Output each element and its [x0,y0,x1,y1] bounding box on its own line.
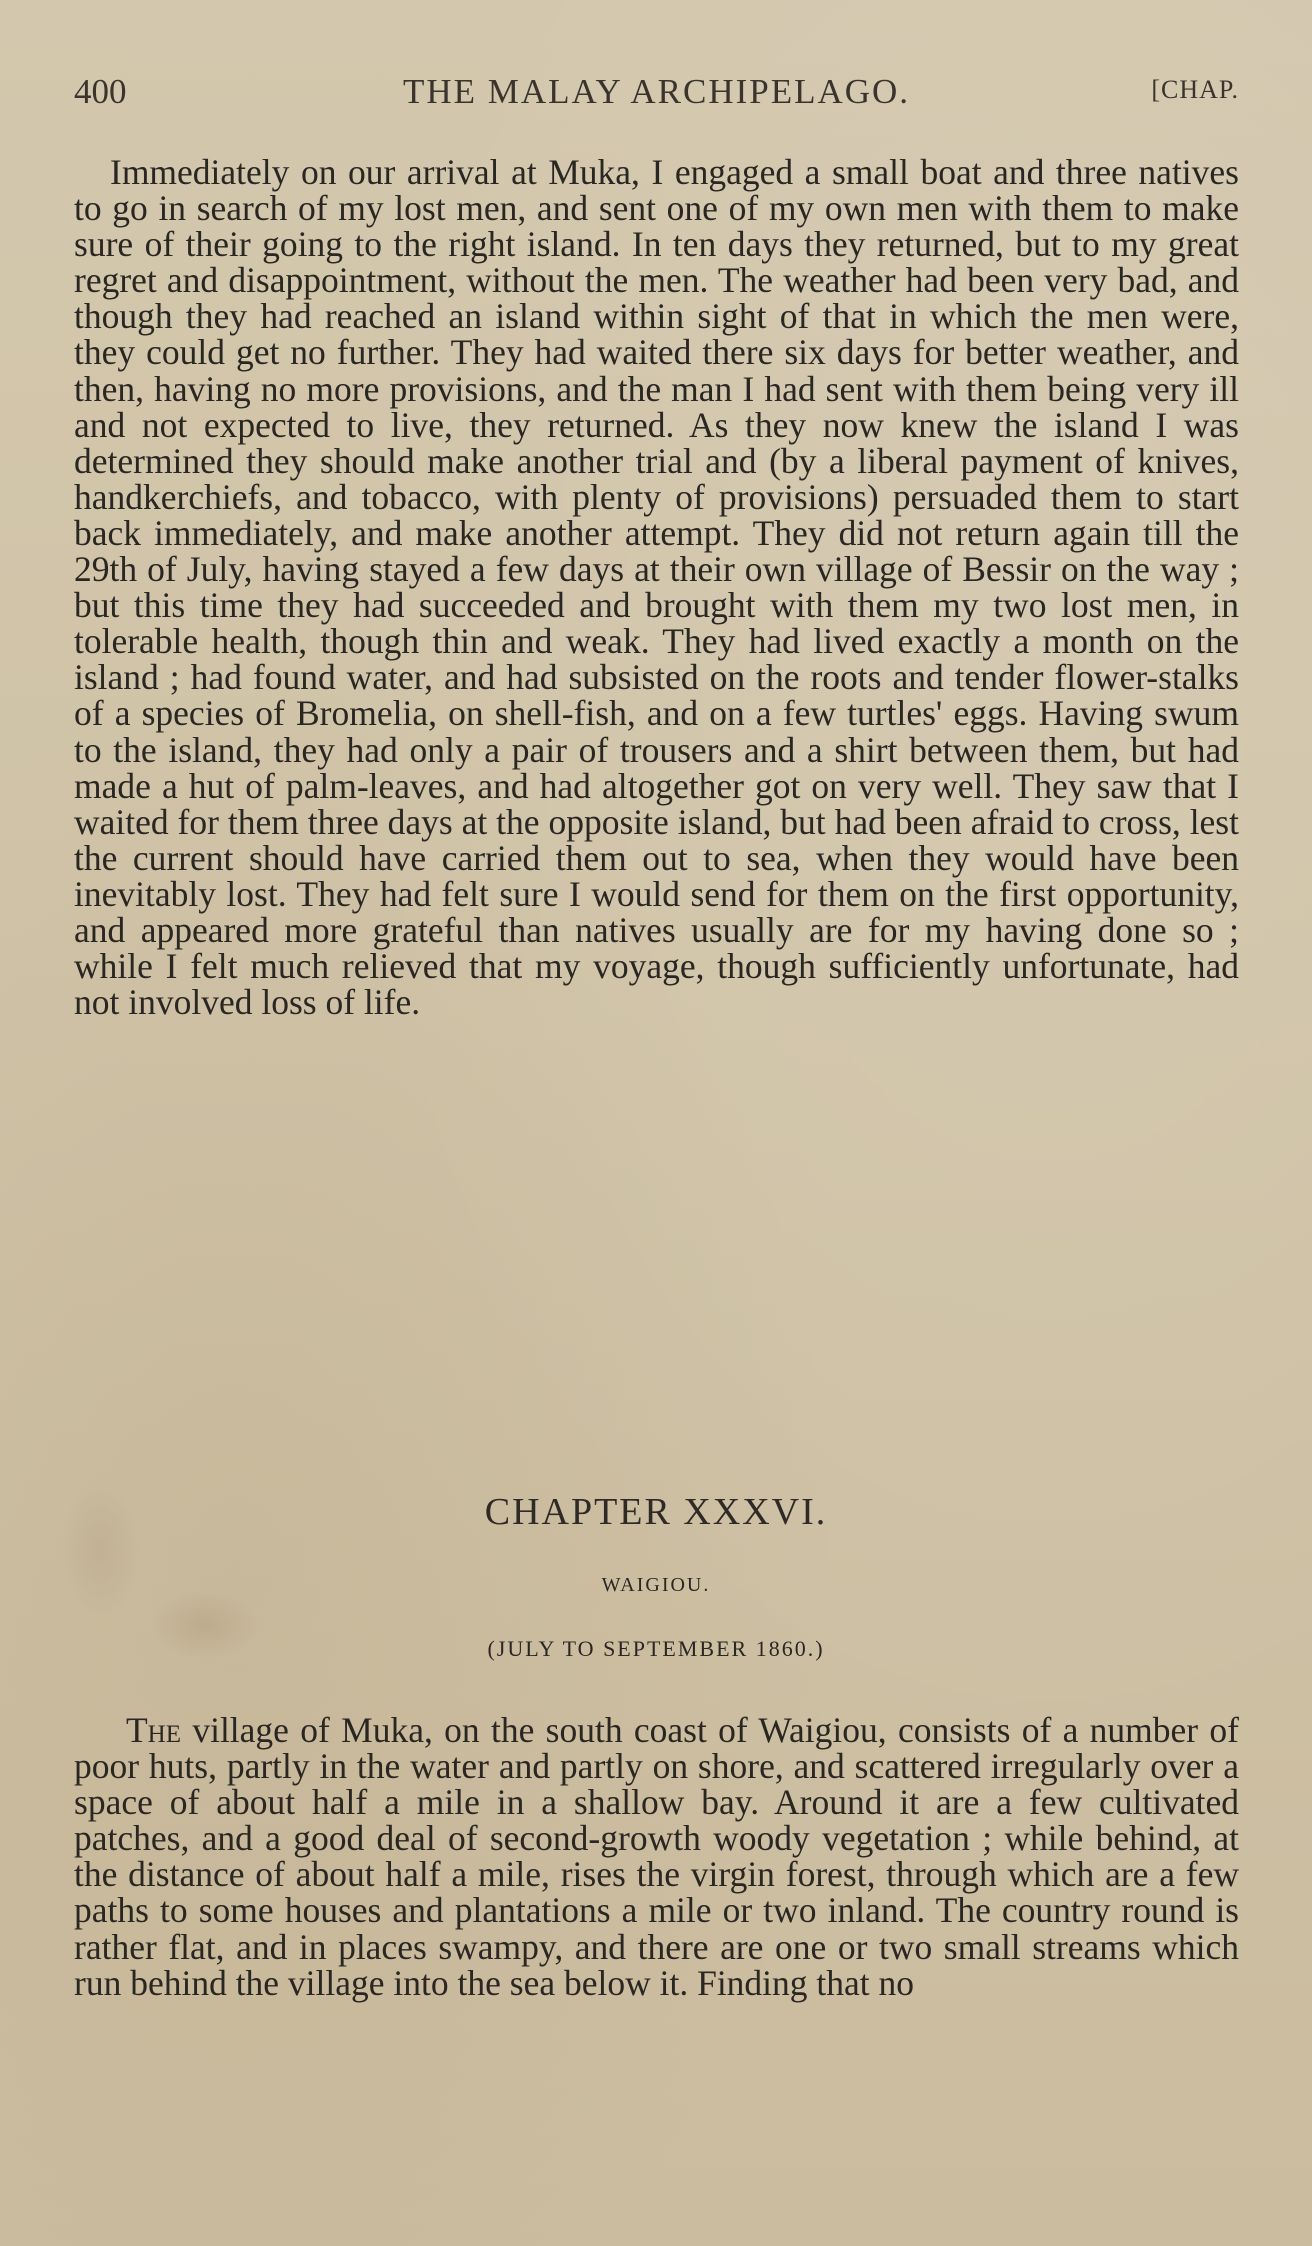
paragraph-body: village of Muka, on the south coast of Waigiou, consists of a number of poor huts, partly in the water and partly on shore, and scattered irregularly over a space of about half a mile in a shallow bay. Around it are a few cultivated patches, and a good deal of second-growth woody vegetation ; while behind, at the distance of about half a mile, rises the virgin forest, through which are a few paths to some houses and plantations a mile or two inland. The country round is rather flat, and in places swampy, and there are one or two small streams which run behind the village into the sea below it. Finding that no [74,1710,1239,2003]
page-header [74,72,1239,118]
chapter-title: CHAPTER XXXVI. [484,1491,828,1533]
running-title: THE MALAY ARCHIPELAGO. [402,72,911,111]
paragraph-village-of-muka [74,1712,1239,2001]
paragraph-first-word: The [126,1710,182,1750]
chapter-dates: (JULY TO SEPTEMBER 1860.) [487,1636,825,1661]
chapter-reference: [CHAP. [1151,75,1239,104]
page-number: 400 [74,72,127,111]
paragraph-muka-return: Immediately on our arrival at Muka, I engaged a small boat and three natives to go in search of my lost men, and sent one of my own men with them to make sure of their going to the right island. In ten days they returned, but to my great regret and disappointment, without the men. The weather had been very bad, and though they had reached an island within sight of that in which the men were, they could get no further. They had waited there six days for better weather, and then, having no more provisions, and the man I had sent with them being very ill and not expected to live, they returned. As they now knew the island I was determined they should make another trial and (by a liberal payment of knives, handkerchiefs, and tobacco, with plenty of provisions) persuaded them to start back immediately, and make another attempt. They did not return again till the 29th of July, having stayed a few days at their own village of Bessir on the way ; but this time they had succeeded and brought with them my two lost men, in tolerable health, though thin and weak. They had lived exactly a month on the island ; had found water, and had subsisted on the roots and tender flower-stalks of a species of Bromelia, on shell-fish, and on a few turtles' eggs. Having swum to the island, they had only a pair of trousers and a shirt between them, but had made a hut of palm-leaves, and had altogether got on very well. They saw that I waited for them three days at the opposite island, but had been afraid to cross, lest the current should have carried them out to sea, when they would have been inevitably lost. They had felt sure I would send for them on the first opportunity, and appeared more grateful than natives usually are for my having done so ; while I felt much relieved that my voyage, though sufficiently unfortunate, had not involved loss of life. [74,152,1239,1023]
chapter-subtitle: WAIGIOU. [601,1574,711,1596]
